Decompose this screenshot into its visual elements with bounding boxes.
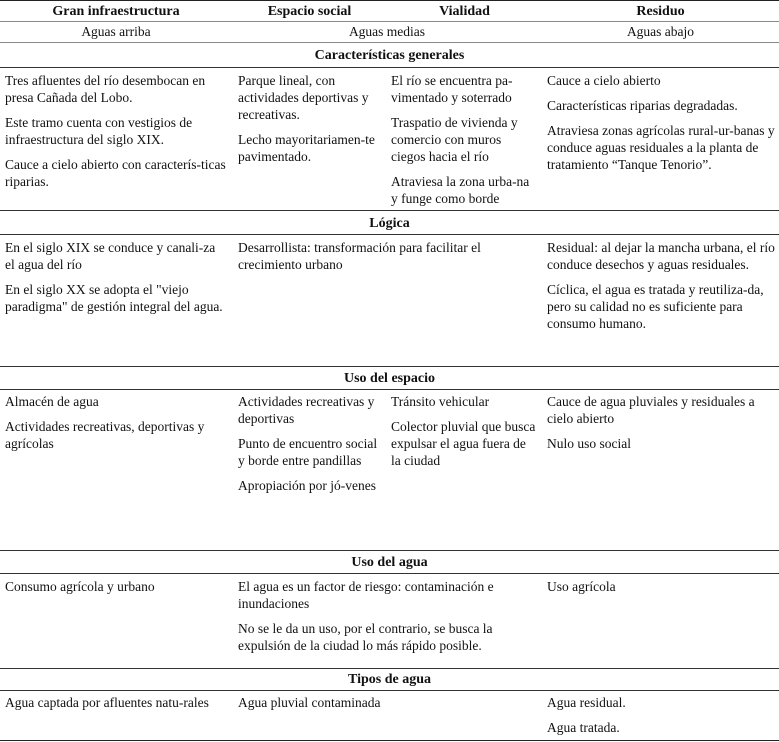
section-title-tipos-agua: Tipos de agua [348,672,431,687]
cell-logica-gran-infraestructura [5,239,227,315]
cell-text: Agua tratada. [547,720,620,735]
cell-text: Agua pluvial contaminada [238,695,381,710]
cell-text: Punto de encuentro social y borde entre pandillas [238,436,378,468]
cell-text: No se le da un uso, por el contrario, se busca la expulsión de la ciudad lo más rápido posible. [238,621,493,653]
section-rule [0,573,779,574]
section-rule [0,234,779,235]
cell-uso-espacio-residuo [547,393,775,452]
cell-text: Cíclica, el agua es tratada y reutiliza-da, pero su calidad no es suficiente para consumo humano. [547,282,764,331]
cell-uso-espacio-vialidad [391,393,539,469]
col-header-gran-infraestructura: Gran infraestructura [52,4,180,19]
section-rule [0,210,779,211]
cell-logica-aguas-medias [238,239,536,273]
section-rule [0,668,779,669]
col-header-espacio-social: Espacio social [267,4,352,19]
cell-text: Características riparias degradadas. [547,98,738,113]
cell-text: Lecho mayoritariamen-te pavimentado. [238,132,375,164]
cell-text: En el siglo XIX se conduce y canali-za el agua del río [5,240,216,272]
col-header-residuo: Residuo [636,4,685,19]
section-rule [0,389,779,390]
cell-tipos-agua-aguas-medias [238,694,536,711]
cell-text: Desarrollista: transformación para facilitar el crecimiento urbano [238,240,481,272]
cell-caracteristicas-gran-infraestructura [5,72,227,190]
table-bottom-rule [0,740,779,741]
cell-text: Parque lineal, con actividades deportivas y recreativas. [238,73,369,122]
cell-uso-espacio-gran-infraestructura [5,393,227,452]
cell-text: Almacén de agua [5,394,99,409]
subheader-aguas-abajo: Aguas abajo [626,24,695,39]
cell-text: Tres afluentes del río desembocan en presa Cañada del Lobo. [5,73,206,105]
section-title-caracteristicas: Características generales [314,48,465,63]
cell-text: El agua es un factor de riesgo: contaminación e inundaciones [238,579,494,611]
section-rule [0,67,779,68]
cell-logica-residuo [547,239,775,332]
cell-text: Consumo agrícola y urbano [5,579,155,594]
cell-text: Actividades recreativas, deportivas y agrícolas [5,419,205,451]
section-title-uso-agua: Uso del agua [351,555,428,570]
cell-text: Apropiación por jó-venes [238,478,376,493]
subheader-aguas-medias: Aguas medias [348,24,426,39]
subheader-aguas-arriba: Aguas arriba [81,24,151,39]
cell-text: Uso agrícola [547,579,616,594]
cell-text: Tránsito vehicular [391,394,490,409]
cell-caracteristicas-vialidad [391,72,539,207]
cell-text: Actividades recreativas y deportivas [238,394,375,426]
section-rule [0,366,779,367]
cell-text: Traspatio de vivienda y comercio con muros ciegos hacia el río [391,115,518,164]
cell-text: Cauce a cielo abierto con caracterís-ticas riparias. [5,157,226,189]
cell-tipos-agua-gran-infraestructura [5,694,227,711]
section-rule [0,690,779,691]
section-title-logica: Lógica [369,216,410,231]
cell-uso-agua-gran-infraestructura [5,578,227,595]
section-title-uso-espacio: Uso del espacio [344,371,435,386]
cell-text: Atraviesa zonas agrícolas rural-ur-banas y conduce aguas residuales a la planta de tratamiento “Tanque Tenorio”. [547,123,775,172]
cell-text: Colector pluvial que busca expulsar el agua fuera de la ciudad [391,419,536,468]
cell-text: Cauce de agua pluviales y residuales a cielo abierto [547,394,755,426]
cell-caracteristicas-residuo [547,72,775,173]
cell-uso-espacio-espacio-social [238,393,384,494]
table-top-rule [0,0,779,1]
cell-text: Cauce a cielo abierto [547,73,661,88]
cell-uso-agua-aguas-medias [238,578,536,654]
subheader-rule [0,42,779,43]
cell-uso-agua-residuo [547,578,775,595]
cell-caracteristicas-espacio-social [238,72,384,165]
cell-text: Nulo uso social [547,436,631,451]
cell-text: Este tramo cuenta con vestigios de infraestructura del siglo XIX. [5,115,193,147]
cell-text: Agua residual. [547,695,626,710]
cell-text: Agua captada por afluentes natu-rales [5,695,209,710]
cell-text: Residual: al dejar la mancha urbana, el río conduce desechos y aguas residuales. [547,240,775,272]
header-rule [0,21,779,22]
cell-tipos-agua-residuo [547,694,775,736]
section-rule [0,550,779,551]
cell-text: En el siglo XX se adopta el "viejo paradigma" de gestión integral del agua. [5,282,223,314]
col-header-vialidad: Vialidad [439,4,490,19]
cell-text: El río se encuentra pa-vimentado y soterrado [391,73,513,105]
cell-text: Atraviesa la zona urba-na y funge como borde [391,174,530,206]
